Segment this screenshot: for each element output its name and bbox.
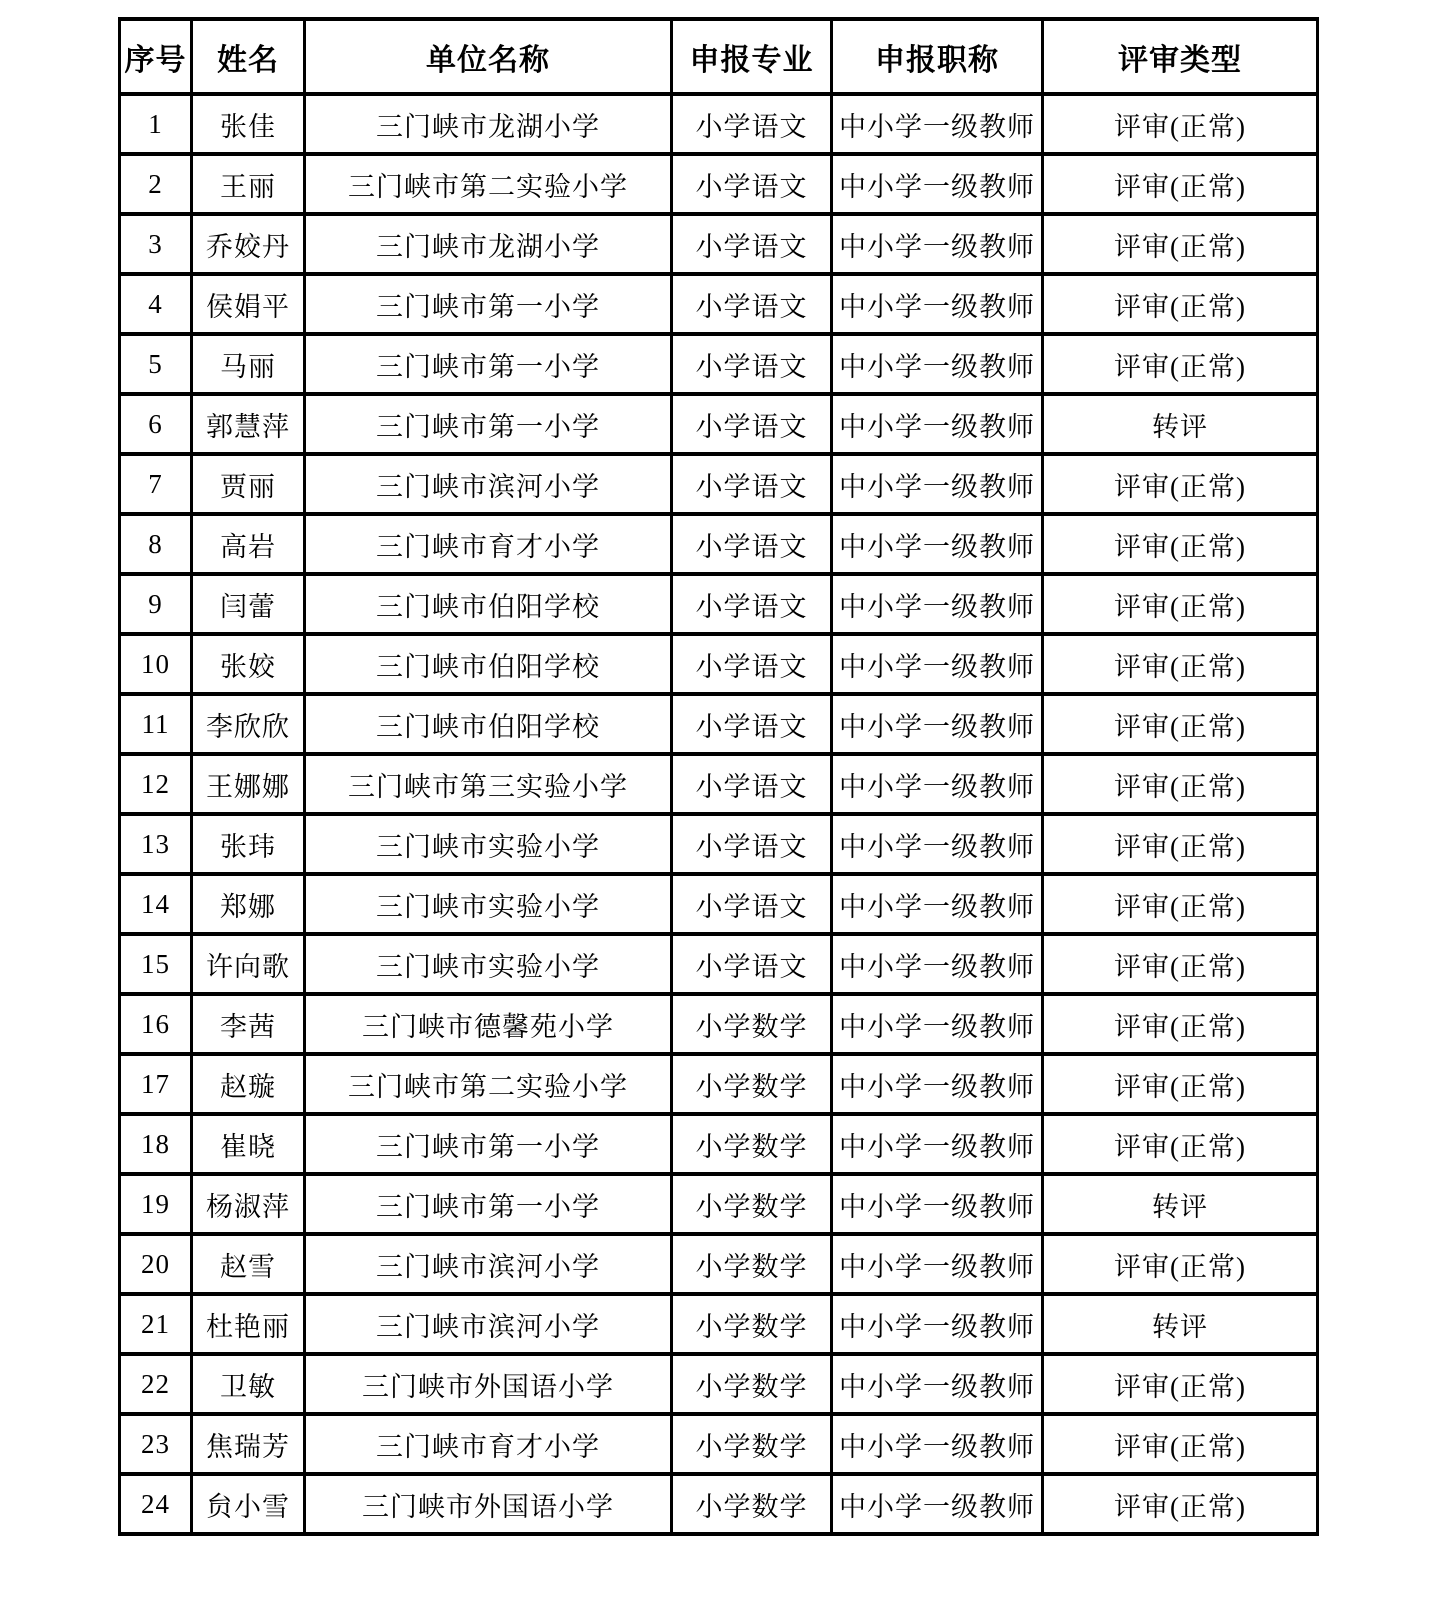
cell-index: 15 xyxy=(120,934,192,994)
cell-unit-name: 三门峡市第二实验小学 xyxy=(305,1054,672,1114)
cell-title: 中小学一级教师 xyxy=(832,1474,1043,1534)
cell-review-type: 评审(正常) xyxy=(1043,754,1318,814)
cell-index: 20 xyxy=(120,1234,192,1294)
cell-title: 中小学一级教师 xyxy=(832,394,1043,454)
teacher-review-table xyxy=(118,17,1319,1536)
cell-review-type: 评审(正常) xyxy=(1043,934,1318,994)
cell-specialty: 小学语文 xyxy=(672,574,832,634)
cell-index: 12 xyxy=(120,754,192,814)
cell-title: 中小学一级教师 xyxy=(832,1414,1043,1474)
cell-specialty: 小学语文 xyxy=(672,274,832,334)
cell-title: 中小学一级教师 xyxy=(832,754,1043,814)
header-name: 姓名 xyxy=(192,19,305,94)
cell-specialty: 小学数学 xyxy=(672,1054,832,1114)
cell-review-type: 评审(正常) xyxy=(1043,1354,1318,1414)
cell-review-type: 评审(正常) xyxy=(1043,1234,1318,1294)
cell-name: 李欣欣 xyxy=(192,694,305,754)
cell-unit-name: 三门峡市滨河小学 xyxy=(305,1294,672,1354)
cell-review-type: 评审(正常) xyxy=(1043,274,1318,334)
cell-index: 23 xyxy=(120,1414,192,1474)
cell-specialty: 小学语文 xyxy=(672,934,832,994)
cell-unit-name: 三门峡市德馨苑小学 xyxy=(305,994,672,1054)
cell-title: 中小学一级教师 xyxy=(832,94,1043,154)
cell-title: 中小学一级教师 xyxy=(832,514,1043,574)
cell-specialty: 小学语文 xyxy=(672,154,832,214)
cell-specialty: 小学语文 xyxy=(672,514,832,574)
cell-review-type: 评审(正常) xyxy=(1043,94,1318,154)
cell-specialty: 小学数学 xyxy=(672,1474,832,1534)
cell-specialty: 小学数学 xyxy=(672,1294,832,1354)
cell-index: 18 xyxy=(120,1114,192,1174)
cell-name: 郭慧萍 xyxy=(192,394,305,454)
cell-name: 郑娜 xyxy=(192,874,305,934)
cell-unit-name: 三门峡市第一小学 xyxy=(305,274,672,334)
table-row xyxy=(120,754,1318,814)
table-row xyxy=(120,1354,1318,1414)
cell-name: 侯娟平 xyxy=(192,274,305,334)
cell-unit-name: 三门峡市育才小学 xyxy=(305,514,672,574)
table-row xyxy=(120,154,1318,214)
cell-name: 王娜娜 xyxy=(192,754,305,814)
table-row xyxy=(120,1234,1318,1294)
cell-unit-name: 三门峡市第三实验小学 xyxy=(305,754,672,814)
table-row xyxy=(120,274,1318,334)
header-unit-name: 单位名称 xyxy=(305,19,672,94)
cell-index: 13 xyxy=(120,814,192,874)
cell-review-type: 转评 xyxy=(1043,1174,1318,1234)
cell-specialty: 小学语文 xyxy=(672,634,832,694)
cell-specialty: 小学语文 xyxy=(672,874,832,934)
cell-name: 马丽 xyxy=(192,334,305,394)
cell-name: 张姣 xyxy=(192,634,305,694)
cell-title: 中小学一级教师 xyxy=(832,694,1043,754)
table-row xyxy=(120,1114,1318,1174)
cell-title: 中小学一级教师 xyxy=(832,574,1043,634)
cell-index: 7 xyxy=(120,454,192,514)
cell-name: 许向歌 xyxy=(192,934,305,994)
cell-unit-name: 三门峡市第一小学 xyxy=(305,394,672,454)
cell-specialty: 小学语文 xyxy=(672,694,832,754)
cell-unit-name: 三门峡市实验小学 xyxy=(305,814,672,874)
cell-index: 4 xyxy=(120,274,192,334)
cell-specialty: 小学数学 xyxy=(672,1114,832,1174)
cell-index: 8 xyxy=(120,514,192,574)
cell-title: 中小学一级教师 xyxy=(832,1234,1043,1294)
table-row xyxy=(120,994,1318,1054)
cell-unit-name: 三门峡市伯阳学校 xyxy=(305,694,672,754)
cell-specialty: 小学数学 xyxy=(672,994,832,1054)
cell-review-type: 评审(正常) xyxy=(1043,694,1318,754)
header-index: 序号 xyxy=(120,19,192,94)
table-row xyxy=(120,874,1318,934)
cell-specialty: 小学语文 xyxy=(672,754,832,814)
cell-title: 中小学一级教师 xyxy=(832,994,1043,1054)
cell-name: 贠小雪 xyxy=(192,1474,305,1534)
cell-review-type: 评审(正常) xyxy=(1043,874,1318,934)
cell-unit-name: 三门峡市伯阳学校 xyxy=(305,574,672,634)
cell-index: 6 xyxy=(120,394,192,454)
table-row xyxy=(120,94,1318,154)
cell-index: 5 xyxy=(120,334,192,394)
cell-review-type: 评审(正常) xyxy=(1043,454,1318,514)
cell-name: 杜艳丽 xyxy=(192,1294,305,1354)
cell-name: 张玮 xyxy=(192,814,305,874)
table-row xyxy=(120,634,1318,694)
header-review-type: 评审类型 xyxy=(1043,19,1318,94)
cell-review-type: 评审(正常) xyxy=(1043,1054,1318,1114)
cell-review-type: 转评 xyxy=(1043,394,1318,454)
cell-name: 卫敏 xyxy=(192,1354,305,1414)
cell-title: 中小学一级教师 xyxy=(832,874,1043,934)
cell-unit-name: 三门峡市龙湖小学 xyxy=(305,214,672,274)
table-row xyxy=(120,454,1318,514)
cell-index: 2 xyxy=(120,154,192,214)
cell-specialty: 小学数学 xyxy=(672,1414,832,1474)
cell-index: 10 xyxy=(120,634,192,694)
cell-specialty: 小学语文 xyxy=(672,94,832,154)
cell-index: 17 xyxy=(120,1054,192,1114)
cell-review-type: 评审(正常) xyxy=(1043,994,1318,1054)
cell-title: 中小学一级教师 xyxy=(832,154,1043,214)
cell-specialty: 小学数学 xyxy=(672,1174,832,1234)
cell-name: 李茜 xyxy=(192,994,305,1054)
cell-index: 11 xyxy=(120,694,192,754)
cell-unit-name: 三门峡市实验小学 xyxy=(305,874,672,934)
table-body xyxy=(120,94,1318,1534)
cell-title: 中小学一级教师 xyxy=(832,934,1043,994)
cell-name: 焦瑞芳 xyxy=(192,1414,305,1474)
cell-review-type: 评审(正常) xyxy=(1043,1114,1318,1174)
cell-unit-name: 三门峡市育才小学 xyxy=(305,1414,672,1474)
cell-specialty: 小学数学 xyxy=(672,1234,832,1294)
table-row xyxy=(120,934,1318,994)
cell-specialty: 小学语文 xyxy=(672,814,832,874)
table-row xyxy=(120,334,1318,394)
cell-title: 中小学一级教师 xyxy=(832,1294,1043,1354)
cell-index: 22 xyxy=(120,1354,192,1414)
cell-unit-name: 三门峡市第二实验小学 xyxy=(305,154,672,214)
cell-title: 中小学一级教师 xyxy=(832,214,1043,274)
cell-review-type: 评审(正常) xyxy=(1043,214,1318,274)
cell-review-type: 评审(正常) xyxy=(1043,1474,1318,1534)
cell-review-type: 评审(正常) xyxy=(1043,814,1318,874)
cell-specialty: 小学语文 xyxy=(672,394,832,454)
cell-index: 9 xyxy=(120,574,192,634)
cell-title: 中小学一级教师 xyxy=(832,1354,1043,1414)
cell-name: 贾丽 xyxy=(192,454,305,514)
cell-review-type: 转评 xyxy=(1043,1294,1318,1354)
cell-unit-name: 三门峡市第一小学 xyxy=(305,1114,672,1174)
cell-unit-name: 三门峡市第一小学 xyxy=(305,1174,672,1234)
cell-title: 中小学一级教师 xyxy=(832,274,1043,334)
cell-name: 乔姣丹 xyxy=(192,214,305,274)
cell-index: 19 xyxy=(120,1174,192,1234)
cell-index: 16 xyxy=(120,994,192,1054)
table-row xyxy=(120,1474,1318,1534)
cell-index: 1 xyxy=(120,94,192,154)
cell-name: 杨淑萍 xyxy=(192,1174,305,1234)
table-row xyxy=(120,1294,1318,1354)
cell-title: 中小学一级教师 xyxy=(832,1114,1043,1174)
cell-title: 中小学一级教师 xyxy=(832,1054,1043,1114)
cell-name: 赵璇 xyxy=(192,1054,305,1114)
cell-index: 3 xyxy=(120,214,192,274)
cell-review-type: 评审(正常) xyxy=(1043,334,1318,394)
cell-title: 中小学一级教师 xyxy=(832,634,1043,694)
header-title: 申报职称 xyxy=(832,19,1043,94)
cell-unit-name: 三门峡市龙湖小学 xyxy=(305,94,672,154)
cell-specialty: 小学语文 xyxy=(672,334,832,394)
cell-name: 张佳 xyxy=(192,94,305,154)
cell-specialty: 小学语文 xyxy=(672,214,832,274)
cell-unit-name: 三门峡市滨河小学 xyxy=(305,1234,672,1294)
table-row xyxy=(120,1054,1318,1114)
cell-review-type: 评审(正常) xyxy=(1043,154,1318,214)
cell-index: 21 xyxy=(120,1294,192,1354)
table-header-row xyxy=(120,19,1318,94)
cell-unit-name: 三门峡市滨河小学 xyxy=(305,454,672,514)
cell-title: 中小学一级教师 xyxy=(832,334,1043,394)
table-row xyxy=(120,1414,1318,1474)
cell-title: 中小学一级教师 xyxy=(832,814,1043,874)
cell-review-type: 评审(正常) xyxy=(1043,514,1318,574)
cell-title: 中小学一级教师 xyxy=(832,454,1043,514)
cell-review-type: 评审(正常) xyxy=(1043,634,1318,694)
table-row xyxy=(120,694,1318,754)
cell-unit-name: 三门峡市实验小学 xyxy=(305,934,672,994)
table-row xyxy=(120,814,1318,874)
cell-title: 中小学一级教师 xyxy=(832,1174,1043,1234)
cell-index: 24 xyxy=(120,1474,192,1534)
cell-specialty: 小学语文 xyxy=(672,454,832,514)
cell-name: 赵雪 xyxy=(192,1234,305,1294)
cell-name: 王丽 xyxy=(192,154,305,214)
cell-index: 14 xyxy=(120,874,192,934)
cell-specialty: 小学数学 xyxy=(672,1354,832,1414)
table-row xyxy=(120,514,1318,574)
cell-name: 高岩 xyxy=(192,514,305,574)
table-row xyxy=(120,574,1318,634)
table-row xyxy=(120,394,1318,454)
cell-unit-name: 三门峡市伯阳学校 xyxy=(305,634,672,694)
cell-name: 闫蕾 xyxy=(192,574,305,634)
table-row xyxy=(120,214,1318,274)
header-specialty: 申报专业 xyxy=(672,19,832,94)
cell-review-type: 评审(正常) xyxy=(1043,574,1318,634)
cell-unit-name: 三门峡市外国语小学 xyxy=(305,1474,672,1534)
cell-unit-name: 三门峡市外国语小学 xyxy=(305,1354,672,1414)
cell-unit-name: 三门峡市第一小学 xyxy=(305,334,672,394)
cell-review-type: 评审(正常) xyxy=(1043,1414,1318,1474)
cell-name: 崔晓 xyxy=(192,1114,305,1174)
table-row xyxy=(120,1174,1318,1234)
